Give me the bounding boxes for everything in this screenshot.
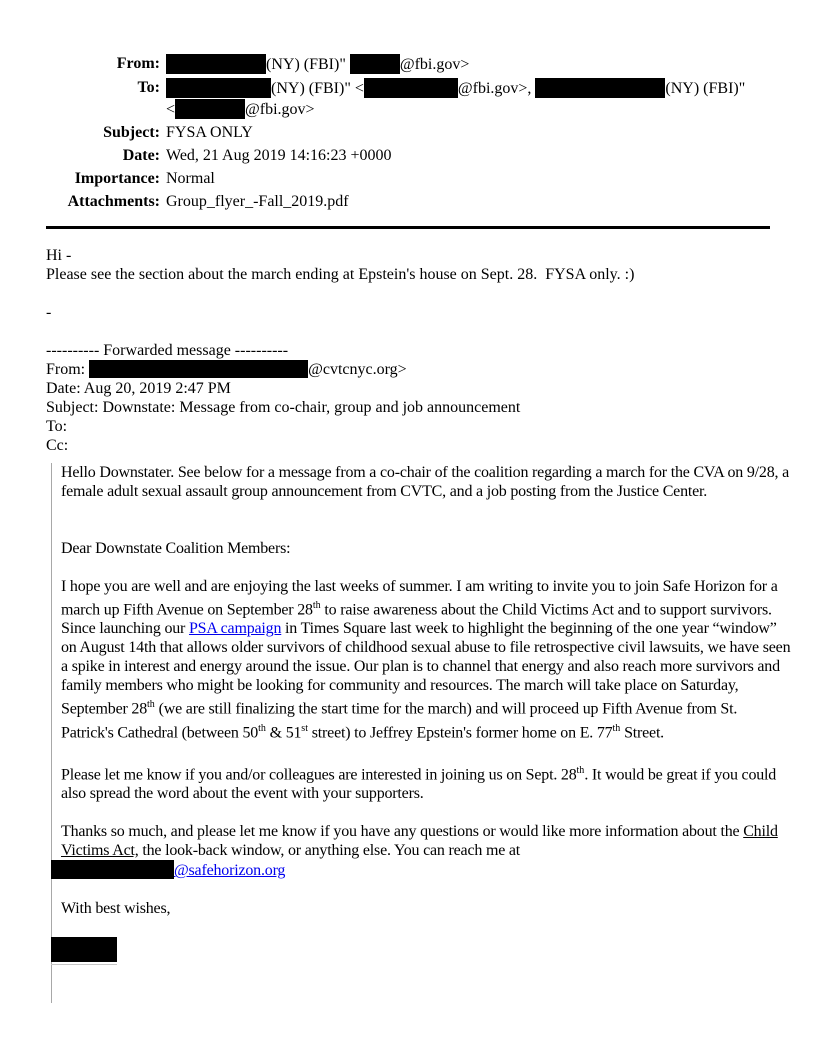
blank-line — [61, 742, 792, 761]
text-line — [61, 761, 792, 803]
text-run: (NY) (FBI)" — [266, 56, 350, 73]
header-value-to — [166, 78, 770, 120]
text-run: I hope you are well and are enjoying the last weeks of summer. I am writing to invite you to join Safe Horizon for a march up Fifth Avenue on September 28 — [61, 578, 778, 619]
blank-line — [61, 965, 792, 984]
header-value-from — [166, 54, 770, 75]
text-run: the look-back window, or anything else. You can reach me at — [138, 842, 521, 860]
text-run: Thanks so much, and please let me know if you have any questions or would like more information about the — [61, 823, 744, 841]
text-run: street) to Jeffrey Epstein's former home on E. 77 — [307, 723, 613, 741]
text-run: To: — [46, 418, 68, 435]
text-run: Normal — [166, 170, 215, 187]
blank-line — [61, 984, 792, 1003]
header-label-subject: Subject: — [103, 124, 160, 141]
text-run: th — [312, 600, 321, 611]
header-value-date — [166, 146, 770, 166]
text-run: & 51 — [265, 723, 302, 741]
text-line — [46, 360, 770, 379]
text-run: From: — [46, 361, 90, 378]
blank-line — [46, 284, 770, 303]
header-label-attachments: Attachments: — [67, 193, 160, 210]
blank-line — [61, 501, 792, 520]
email-header — [0, 0, 816, 212]
text-run: Dear Downstate Coalition Members: — [61, 540, 291, 557]
text-run: With best wishes, — [61, 900, 171, 918]
blank-line — [61, 880, 792, 899]
text-line — [61, 899, 792, 918]
text-run: @fbi.gov> — [399, 56, 470, 73]
redaction-bar — [89, 360, 308, 378]
redaction-bar — [535, 78, 665, 98]
text-run: @fbi.gov> — [245, 101, 315, 118]
text-run: (NY) (FBI)" < — [271, 80, 364, 97]
header-label-importance: Importance: — [74, 170, 160, 187]
text-line — [61, 539, 792, 558]
text-run: Hi - — [46, 247, 72, 264]
text-line — [61, 822, 792, 880]
redaction-bar — [51, 937, 117, 965]
text-line — [46, 379, 770, 398]
header-label-to: To: — [137, 79, 160, 96]
text-run: Street. — [620, 723, 664, 741]
text-line — [61, 577, 792, 742]
attachment-filename: Group_flyer_-Fall_2019.pdf — [166, 193, 349, 210]
blank-line — [46, 322, 770, 341]
text-run: FYSA ONLY — [166, 124, 253, 141]
header-value-subject — [166, 123, 770, 143]
blank-line — [61, 520, 792, 539]
header-label-from: From: — [116, 55, 160, 72]
text-run: th — [258, 722, 266, 734]
redaction-bar — [364, 78, 458, 98]
blank-line — [61, 918, 792, 937]
text-run: ---------- Forwarded message ---------- — [46, 342, 289, 359]
text-run: Please see the section about the march ending at Epstein's house on Sept. 28. FYSA only. :) — [46, 266, 635, 283]
redaction-bar — [175, 99, 245, 119]
text-run: th — [147, 699, 155, 711]
text-run: (we are still finalizing the start time for the march) and will proceed up Fifth Avenue from St. Patrick's Cathedral (between 50 — [61, 700, 738, 741]
text-run: Child Victims Act, — [61, 823, 778, 860]
text-line — [46, 398, 770, 417]
psa-campaign-link[interactable]: PSA campaign — [188, 620, 282, 638]
blank-line — [61, 558, 792, 577]
text-run: Date: Aug 20, 2019 2:47 PM — [46, 380, 231, 397]
forwarded-message-divider — [46, 341, 770, 360]
text-run: @cvtcnyc.org> — [308, 361, 407, 378]
text-run: Wed, 21 Aug 2019 14:16:23 +0000 — [166, 147, 392, 164]
header-label-date: Date: — [122, 147, 160, 164]
text-run: Please let me know if you and/or colleagues are interested in joining us on Sept. 28 — [61, 766, 577, 784]
text-run: th — [612, 722, 621, 734]
text-run: @fbi.gov>, — [457, 80, 536, 97]
safehorizon-email-link[interactable]: @safehorizon.org — [174, 862, 286, 880]
text-run: < — [166, 101, 176, 118]
header-value-attachments — [166, 192, 770, 212]
text-line — [61, 463, 792, 501]
text-run: in Times Square last week to highlight the beginning of the one year “window” on August 14th that allows older survivors of childhood sexual abuse to file retrospective civil lawsuits, we have seen a spike in interest and energy around the issue. Our plan is to channel that energy and also reach more survivors and family members who might be looking for community and resources. The march will take place on Saturday, September 28 — [61, 620, 791, 718]
text-run: Subject: Downstate: Message from co-chair, group and job announcement — [46, 399, 521, 416]
email-body — [0, 246, 816, 1003]
text-line — [46, 417, 770, 436]
redaction-bar — [51, 860, 174, 879]
redaction-bar — [350, 54, 400, 74]
header-value-importance — [166, 169, 770, 189]
text-run: - — [46, 304, 52, 321]
signature-redaction-line — [61, 937, 792, 965]
text-line — [46, 265, 770, 284]
quoted-forwarded-message — [51, 463, 792, 1003]
text-line — [46, 303, 770, 322]
text-line — [46, 436, 770, 455]
text-run: st — [301, 722, 308, 734]
text-run: (NY) (FBI)" — [665, 80, 746, 97]
body-text — [46, 246, 770, 455]
text-run: to raise awareness about the Child Victims Act and to support survivors. Since launching our — [61, 601, 772, 638]
text-line — [46, 246, 770, 265]
blank-line — [61, 803, 792, 822]
text-run: th — [576, 764, 585, 776]
text-run: Hello Downstater. See below for a message from a co-chair of the coalition regarding a march for the CVA on 9/28, a female adult sexual assault group announcement from CVTC, and a job posting from the Justice Center. — [61, 464, 790, 500]
header-separator-rule — [46, 226, 770, 229]
text-run: Cc: — [46, 437, 69, 454]
text-run: . It would be great if you could also spread the word about the event with your supporters. — [61, 766, 777, 803]
redaction-bar — [166, 54, 266, 74]
redaction-bar — [166, 78, 271, 98]
